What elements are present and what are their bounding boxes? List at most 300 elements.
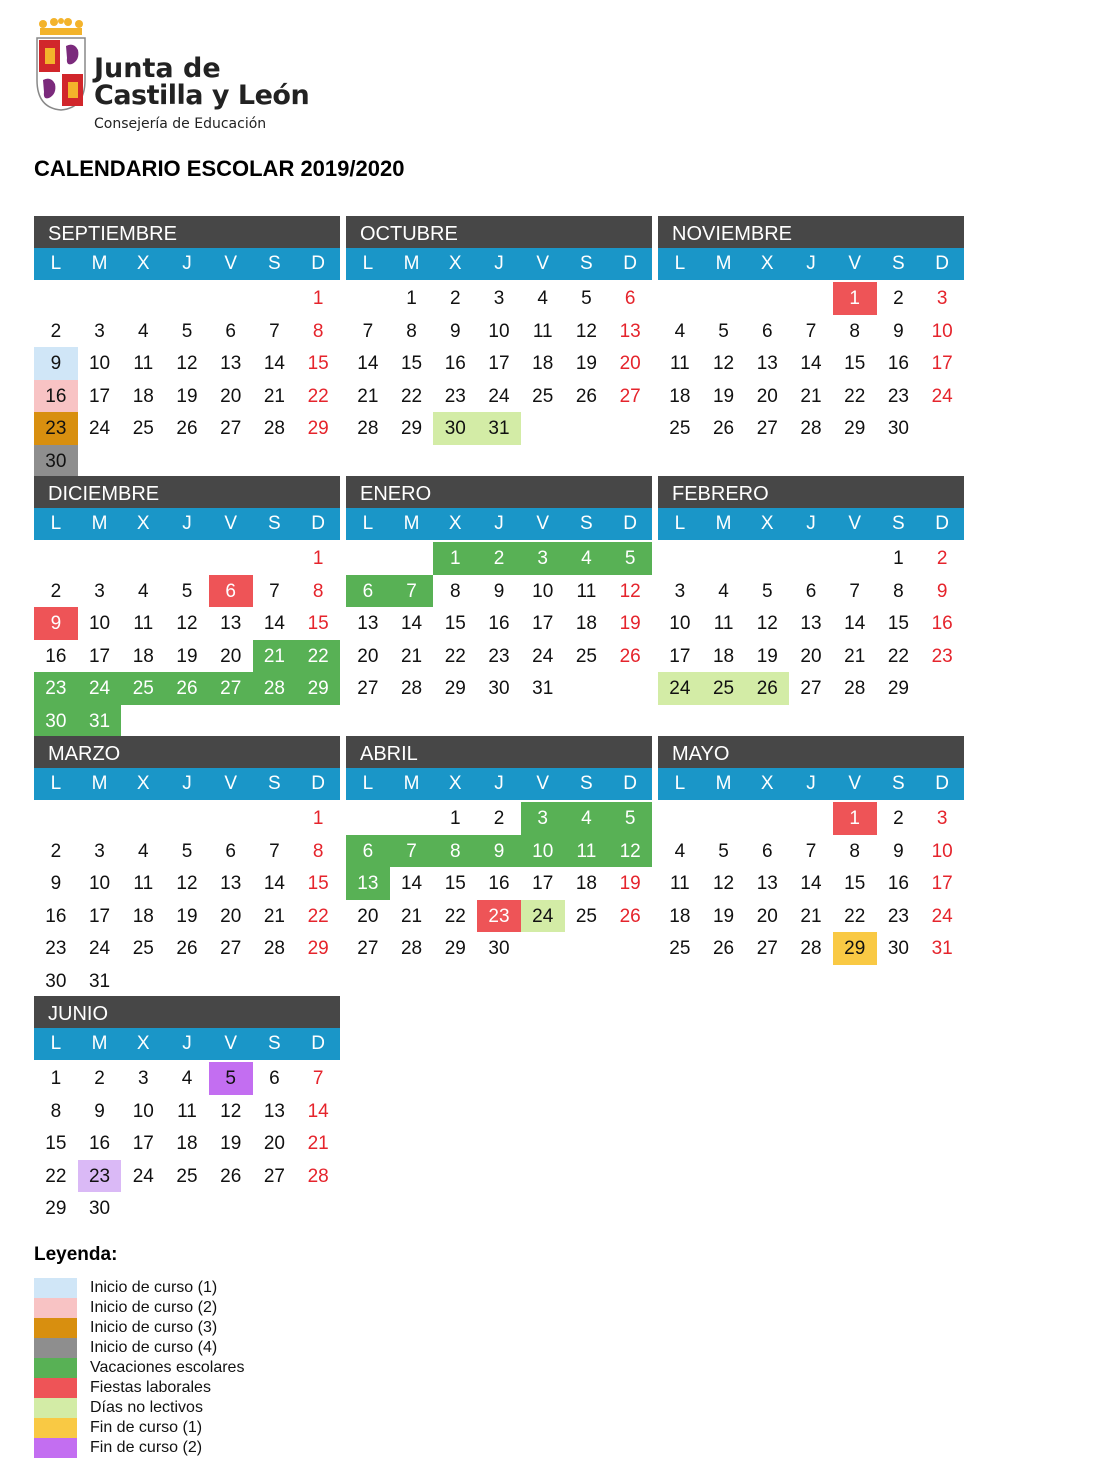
weekday-label: S: [580, 773, 593, 794]
day-cell: 14: [307, 1100, 329, 1122]
day-cell: 5: [608, 802, 652, 835]
weekday-label: V: [536, 513, 549, 534]
day-cell: 30: [887, 938, 909, 959]
legend-label: Inicio de curso (4): [90, 1339, 218, 1356]
day-cell: 19: [619, 613, 641, 634]
day-cell: 17: [488, 353, 510, 374]
weekday-label: M: [91, 773, 108, 794]
day-cell: 31: [78, 705, 122, 738]
day-cell: 27: [756, 938, 778, 959]
weekday-label: D: [623, 513, 637, 534]
day-cell: 19: [756, 645, 778, 667]
weekday-label: M: [715, 513, 732, 534]
weekday-label: D: [623, 773, 637, 794]
day-cell: 13: [220, 873, 242, 894]
weekday-label: J: [494, 773, 504, 794]
weekday-label: X: [136, 513, 150, 534]
day-cell: 15: [307, 613, 329, 634]
month-name: OCTUBRE: [346, 216, 652, 248]
weekday-label: X: [760, 773, 774, 794]
weekday-label: M: [403, 773, 420, 794]
day-cell: 31: [532, 678, 554, 699]
day-cell: 13: [357, 613, 379, 634]
day-cell: 15: [444, 613, 466, 634]
weekday-label: J: [182, 513, 192, 534]
day-cell: 8: [433, 835, 477, 868]
day-cell: 21: [400, 645, 423, 667]
weekday-label: X: [136, 253, 150, 274]
day-cell: 8: [312, 840, 324, 862]
day-cell: 21: [800, 385, 822, 407]
day-cell: 19: [176, 645, 198, 667]
day-cell: 1: [893, 548, 904, 569]
day-cell: 24: [931, 905, 953, 927]
day-cell: 29: [444, 938, 466, 959]
weekday-label: L: [50, 253, 62, 274]
day-grid: [346, 280, 652, 445]
day-cell: 19: [220, 1133, 242, 1154]
day-cell: 28: [844, 678, 866, 699]
day-cell: 23: [488, 645, 510, 667]
day-cell: 14: [263, 613, 285, 634]
weekday-label: D: [935, 513, 949, 534]
day-cell: 5: [209, 1062, 253, 1095]
day-cell: 14: [263, 353, 285, 374]
day-grid: [658, 800, 964, 965]
day-cell: 4: [181, 1068, 193, 1089]
day-cell: 27: [220, 418, 242, 439]
day-cell: 15: [887, 613, 909, 634]
legend-label: Días no lectivos: [90, 1399, 203, 1416]
weekday-label: X: [448, 513, 462, 534]
day-cell: 8: [50, 1100, 62, 1122]
day-cell: 14: [400, 873, 423, 894]
day-cell: 22: [296, 640, 340, 673]
day-grid: [346, 800, 652, 965]
weekday-label: M: [91, 253, 108, 274]
day-cell: 15: [844, 353, 866, 374]
day-cell: 24: [931, 385, 953, 407]
day-cell: 1: [449, 808, 461, 829]
day-cell: 31: [931, 938, 953, 959]
day-cell: 19: [176, 905, 198, 927]
day-cell: 27: [357, 678, 379, 699]
day-cell: 5: [181, 320, 193, 342]
day-cell: 30: [433, 412, 477, 445]
day-cell: 11: [669, 353, 690, 374]
legend-label: Inicio de curso (1): [90, 1279, 218, 1296]
day-cell: 7: [269, 580, 280, 602]
day-cell: 28: [263, 938, 285, 959]
day-cell: 25: [132, 418, 154, 439]
weekday-label: S: [268, 1033, 281, 1054]
day-cell: 13: [220, 353, 242, 374]
day-cell: 30: [887, 418, 909, 439]
day-cell: 14: [357, 353, 379, 374]
day-cell: 16: [34, 380, 78, 413]
day-cell: 16: [88, 1133, 111, 1154]
month-name: ENERO: [346, 476, 652, 508]
day-cell: 6: [761, 840, 773, 862]
weekday-label: S: [268, 773, 281, 794]
month-name: MARZO: [34, 736, 340, 768]
month-octubre: [346, 216, 652, 445]
day-cell: 29: [887, 678, 909, 699]
day-cell: 26: [619, 645, 641, 667]
day-cell: 25: [669, 418, 691, 439]
day-cell: 28: [253, 672, 297, 705]
day-cell: 2: [893, 808, 904, 829]
day-cell: 18: [575, 613, 597, 634]
day-cell: 8: [849, 320, 860, 342]
day-cell: 13: [263, 1100, 285, 1122]
day-cell: 3: [94, 840, 105, 862]
day-cell: 2: [493, 808, 505, 829]
day-cell: 10: [88, 353, 111, 374]
day-cell: 24: [658, 672, 702, 705]
day-cell: 12: [176, 613, 198, 634]
day-cell: 24: [88, 418, 111, 439]
day-cell: 21: [253, 640, 297, 673]
day-cell: 10: [669, 613, 691, 634]
day-cell: 2: [477, 542, 521, 575]
day-cell: 23: [887, 385, 909, 407]
weekday-label: X: [448, 253, 462, 274]
day-cell: 2: [94, 1068, 105, 1089]
day-cell: 29: [307, 938, 329, 959]
weekday-label: D: [623, 253, 637, 274]
day-cell: 11: [177, 1100, 197, 1122]
day-cell: 1: [312, 808, 324, 829]
day-cell: 1: [50, 1068, 62, 1089]
day-cell: 27: [800, 678, 822, 699]
weekday-label: D: [311, 1033, 325, 1054]
day-cell: 20: [263, 1133, 285, 1154]
day-cell: 15: [307, 353, 329, 374]
day-grid: [346, 540, 652, 705]
weekday-label: L: [362, 253, 374, 274]
day-cell: 25: [121, 672, 165, 705]
day-grid: [34, 800, 340, 997]
day-cell: 6: [624, 288, 636, 309]
day-cell: 3: [521, 542, 565, 575]
day-cell: 24: [521, 900, 565, 933]
day-cell: 21: [800, 905, 822, 927]
day-cell: 18: [669, 905, 691, 927]
day-cell: 1: [833, 802, 877, 835]
day-cell: 17: [532, 873, 554, 894]
day-cell: 20: [756, 385, 778, 407]
day-cell: 28: [400, 938, 423, 959]
day-cell: 7: [362, 320, 374, 342]
weekday-header-row: [34, 1028, 340, 1060]
day-cell: 16: [444, 353, 466, 374]
month-name: JUNIO: [34, 996, 340, 1028]
day-cell: 10: [132, 1100, 154, 1122]
day-cell: 14: [844, 613, 866, 634]
day-cell: 17: [88, 385, 111, 407]
day-cell: 22: [400, 385, 423, 407]
day-cell: 11: [576, 580, 597, 602]
day-cell: 20: [357, 905, 379, 927]
weekday-label: D: [311, 773, 325, 794]
weekday-label: J: [494, 513, 504, 534]
day-cell: 4: [137, 840, 149, 862]
day-cell: 4: [537, 288, 548, 309]
day-cell: 17: [931, 873, 953, 894]
day-cell: 24: [532, 645, 554, 667]
day-cell: 28: [400, 678, 423, 699]
day-cell: 23: [34, 672, 78, 705]
weekday-label: D: [311, 253, 325, 274]
weekday-label: L: [362, 773, 374, 794]
day-cell: 26: [176, 418, 198, 439]
weekday-label: S: [892, 253, 905, 274]
legend-label: Inicio de curso (3): [90, 1319, 218, 1336]
day-grid: [34, 540, 340, 737]
day-cell: 30: [88, 1198, 111, 1219]
day-cell: 6: [805, 580, 817, 602]
day-cell: 6: [225, 320, 236, 342]
day-cell: 19: [712, 385, 735, 407]
day-cell: 3: [94, 320, 105, 342]
day-cell: 9: [34, 347, 78, 380]
weekday-label: V: [224, 1033, 237, 1054]
day-grid: [658, 540, 964, 705]
day-cell: 22: [844, 905, 866, 927]
day-cell: 18: [575, 873, 597, 894]
legend-title: Leyenda:: [34, 1244, 118, 1265]
day-cell: 20: [619, 353, 641, 374]
day-cell: 1: [433, 542, 477, 575]
day-cell: 17: [88, 905, 111, 927]
month-name: DICIEMBRE: [34, 476, 340, 508]
day-cell: 21: [263, 905, 285, 927]
day-cell: 23: [34, 412, 78, 445]
weekday-label: S: [892, 513, 905, 534]
weekday-header-row: [346, 248, 652, 280]
day-cell: 3: [936, 808, 948, 829]
day-cell: 19: [176, 385, 198, 407]
day-cell: 6: [761, 320, 773, 342]
weekday-header-row: [658, 508, 964, 540]
day-cell: 24: [132, 1165, 154, 1187]
day-cell: 29: [444, 678, 466, 699]
weekday-label: L: [362, 513, 374, 534]
weekday-label: S: [580, 513, 593, 534]
weekday-label: J: [182, 773, 192, 794]
day-cell: 21: [844, 645, 866, 667]
day-cell: 6: [269, 1068, 280, 1089]
weekday-label: V: [224, 513, 237, 534]
day-cell: 5: [718, 840, 729, 862]
day-cell: 17: [88, 645, 111, 667]
day-cell: 28: [263, 418, 285, 439]
day-cell: 13: [346, 867, 390, 900]
day-cell: 22: [307, 905, 329, 927]
month-name: NOVIEMBRE: [658, 216, 964, 248]
day-cell: 26: [619, 905, 641, 927]
day-cell: 27: [619, 385, 641, 407]
weekday-label: V: [224, 253, 237, 274]
day-cell: 18: [132, 645, 154, 667]
day-cell: 12: [756, 613, 778, 634]
day-cell: 10: [521, 835, 565, 868]
weekday-label: V: [848, 513, 861, 534]
day-cell: 7: [269, 320, 280, 342]
day-cell: 31: [477, 412, 521, 445]
month-abril: [346, 736, 652, 965]
day-cell: 22: [887, 645, 909, 667]
month-name: SEPTIEMBRE: [34, 216, 340, 248]
day-cell: 7: [390, 575, 434, 608]
weekday-label: M: [715, 253, 732, 274]
legend-swatch: [34, 1418, 77, 1438]
day-cell: 8: [449, 580, 461, 602]
day-cell: 20: [220, 905, 242, 927]
day-cell: 3: [521, 802, 565, 835]
day-cell: 3: [674, 580, 686, 602]
weekday-label: D: [935, 773, 949, 794]
day-cell: 11: [133, 613, 154, 634]
day-cell: 18: [176, 1133, 198, 1154]
day-cell: 4: [565, 542, 609, 575]
day-cell: 9: [449, 320, 461, 342]
weekday-header-row: [346, 508, 652, 540]
day-cell: 21: [263, 385, 285, 407]
day-cell: 20: [756, 905, 778, 927]
day-cell: 25: [176, 1165, 198, 1187]
day-cell: 15: [444, 873, 466, 894]
legend-swatch: [34, 1278, 77, 1298]
day-cell: 27: [357, 938, 379, 959]
day-cell: 23: [78, 1160, 122, 1193]
day-grid: [658, 280, 964, 445]
day-cell: 12: [619, 580, 641, 602]
legend-swatch: [34, 1338, 77, 1358]
day-cell: 4: [137, 320, 149, 342]
day-cell: 20: [357, 645, 379, 667]
day-cell: 18: [132, 385, 154, 407]
month-febrero: [658, 476, 964, 705]
weekday-label: J: [806, 513, 816, 534]
day-cell: 29: [844, 418, 866, 439]
day-cell: 15: [307, 873, 329, 894]
day-cell: 12: [712, 353, 735, 374]
day-cell: 7: [312, 1068, 324, 1089]
day-cell: 18: [712, 645, 735, 667]
weekday-header-row: [34, 768, 340, 800]
day-cell: 28: [800, 938, 822, 959]
day-cell: 13: [619, 320, 641, 342]
day-cell: 3: [137, 1068, 149, 1089]
day-cell: 24: [88, 938, 111, 959]
weekday-label: X: [760, 513, 774, 534]
weekday-header-row: [658, 248, 964, 280]
day-cell: 13: [756, 873, 778, 894]
day-cell: 24: [488, 385, 510, 407]
day-cell: 19: [575, 353, 597, 374]
day-cell: 23: [45, 938, 67, 959]
weekday-label: S: [268, 253, 281, 274]
day-cell: 10: [931, 840, 953, 862]
day-cell: 8: [893, 580, 904, 602]
day-cell: 22: [844, 385, 866, 407]
day-cell: 5: [718, 320, 729, 342]
org-name-line1: Junta de: [94, 53, 221, 84]
day-cell: 25: [702, 672, 746, 705]
weekday-label: D: [311, 513, 325, 534]
day-cell: 25: [532, 385, 554, 407]
day-cell: 29: [400, 418, 423, 439]
day-cell: 15: [45, 1133, 67, 1154]
day-cell: 29: [833, 932, 877, 965]
day-cell: 2: [449, 288, 461, 309]
month-name: MAYO: [658, 736, 964, 768]
legend-label: Fin de curso (2): [90, 1439, 203, 1456]
day-cell: 10: [488, 320, 510, 342]
weekday-label: V: [848, 253, 861, 274]
day-cell: 6: [346, 575, 390, 608]
day-cell: 9: [477, 835, 521, 868]
day-cell: 5: [181, 580, 193, 602]
day-cell: 11: [713, 613, 734, 634]
weekday-label: S: [268, 513, 281, 534]
day-cell: 1: [312, 288, 324, 309]
day-cell: 12: [176, 353, 198, 374]
day-cell: 12: [608, 835, 652, 868]
day-cell: 3: [493, 288, 505, 309]
day-cell: 9: [493, 580, 505, 602]
day-cell: 6: [225, 840, 236, 862]
day-cell: 17: [931, 353, 953, 374]
day-cell: 1: [833, 282, 877, 315]
legend-swatch: [34, 1438, 77, 1458]
weekday-label: M: [403, 513, 420, 534]
weekday-label: M: [91, 513, 108, 534]
day-cell: 16: [887, 353, 909, 374]
weekday-header-row: [658, 768, 964, 800]
weekday-label: S: [580, 253, 593, 274]
legend-label: Fin de curso (1): [90, 1419, 203, 1436]
weekday-header-row: [346, 768, 652, 800]
day-cell: 16: [887, 873, 909, 894]
day-cell: 27: [209, 672, 253, 705]
day-cell: 27: [263, 1165, 285, 1187]
day-cell: 7: [269, 840, 280, 862]
weekday-label: J: [182, 1033, 192, 1054]
weekday-label: J: [494, 253, 504, 274]
day-cell: 7: [805, 320, 817, 342]
day-cell: 8: [312, 580, 324, 602]
day-cell: 12: [575, 320, 597, 342]
weekday-header-row: [34, 248, 340, 280]
day-cell: 4: [565, 802, 609, 835]
day-cell: 26: [165, 672, 209, 705]
weekday-label: V: [536, 773, 549, 794]
weekday-label: X: [760, 253, 774, 274]
day-cell: 9: [34, 607, 78, 640]
day-cell: 14: [800, 873, 822, 894]
month-diciembre: [34, 476, 340, 737]
day-cell: 13: [756, 353, 778, 374]
day-cell: 14: [400, 613, 423, 634]
weekday-label: M: [715, 773, 732, 794]
day-cell: 10: [532, 580, 554, 602]
day-cell: 4: [718, 580, 729, 602]
day-cell: 8: [406, 320, 417, 342]
weekday-label: L: [50, 513, 62, 534]
